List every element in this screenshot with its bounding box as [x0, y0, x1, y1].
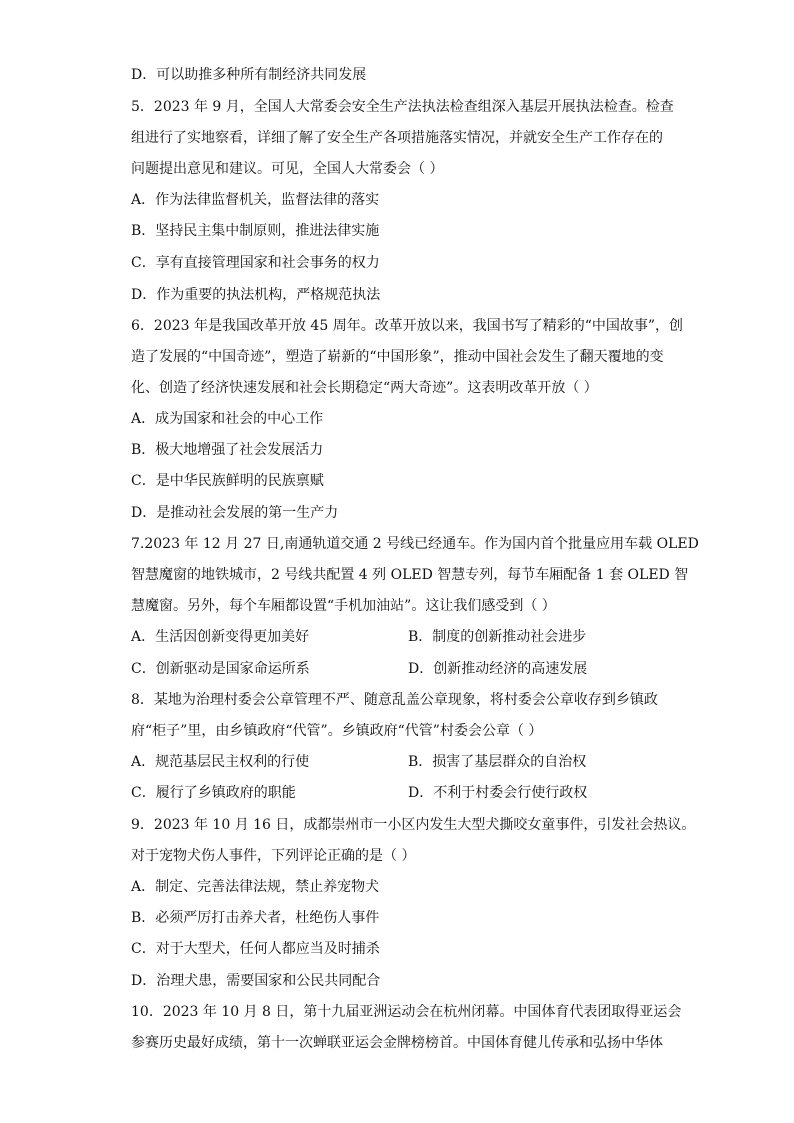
q9-option-b: B．必须严厉打击养犬者，杜绝伤人事件	[131, 910, 380, 926]
q5-option-c: C．享有直接管理国家和社会事务的权力	[131, 255, 380, 271]
q9-option-a: A．制定、完善法律法规，禁止养宠物犬	[131, 879, 380, 895]
q7-option-a: A．生活因创新变得更加美好	[131, 629, 310, 645]
q7-stem-line-3: 慧魔窗。另外，每个车厢都设置“手机加油站”。这让我们感受到（ ）	[131, 598, 556, 614]
q6-stem-line-1: 6．2023 年是我国改革开放 45 周年。改革开放以来，我国书写了精彩的“中国故事”，创	[131, 318, 684, 334]
q9-option-d: D．治理犬患，需要国家和公民共同配合	[131, 973, 381, 989]
q6-stem-line-3: 化、创造了经济快速发展和社会长期稳定“两大奇迹”。这表明改革开放（ ）	[131, 380, 598, 396]
q8-option-d: D．不利于村委会行使行政权	[408, 785, 588, 801]
q9-option-c: C．对于大型犬，任何人都应当及时捕杀	[131, 941, 380, 957]
q7-option-b: B．制度的创新推动社会进步	[408, 629, 587, 645]
q8-option-c: C．履行了乡镇政府的职能	[131, 785, 296, 801]
q7-option-d: D．创新推动经济的高速发展	[408, 661, 588, 677]
q8-option-b: B．损害了基层群众的自治权	[408, 754, 587, 770]
q8-stem-line-1: 8．某地为治理村委会公章管理不严、随意乱盖公章现象，将村委会公章收存到乡镇政	[131, 692, 658, 708]
q5-option-a: A．作为法律监督机关，监督法律的落实	[131, 192, 380, 208]
q5-stem-line-1: 5．2023 年 9 月，全国人大常委会安全生产法执法检查组深入基层开展执法检查。检查	[131, 99, 674, 115]
q6-option-c: C．是中华民族鲜明的民族禀赋	[131, 473, 324, 489]
q8-stem-line-2: 府“柜子”里，由乡镇政府“代管”。乡镇政府“代管”村委会公章（ ）	[131, 723, 543, 739]
q7-option-c: C．创新驱动是国家命运所系	[131, 661, 310, 677]
q5-stem-line-3: 问题提出意见和建议。可见，全国人大常委会（ ）	[131, 161, 444, 177]
q9-stem-line-1: 9．2023 年 10 月 16 日，成都崇州市一小区内发生大型犬撕咬女童事件，引发社会热议。	[131, 817, 696, 833]
q4-option-d: D．可以助推多种所有制经济共同发展	[131, 67, 367, 83]
q5-option-b: B．坚持民主集中制原则，推进法律实施	[131, 223, 380, 239]
q8-option-a: A．规范基层民主权利的行使	[131, 754, 310, 770]
q7-stem-line-1: 7.2023 年 12 月 27 日,南通轨道交通 2 号线已经通车。作为国内首个批量应用车载 OLED	[131, 536, 699, 552]
q6-option-b: B．极大地增强了社会发展活力	[131, 442, 324, 458]
q6-option-a: A．成为国家和社会的中心工作	[131, 411, 324, 427]
q7-stem-line-2: 智慧魔窗的地铁城市，2 号线共配置 4 列 OLED 智慧专列，每节车厢配备 1 套 OLED 智	[131, 567, 689, 583]
q6-option-d: D．是推动社会发展的第一生产力	[131, 505, 339, 521]
q5-option-d: D．作为重要的执法机构，严格规范执法	[131, 287, 381, 303]
q10-stem-line-1: 10．2023 年 10 月 8 日，第十九届亚洲运动会在杭州闭幕。中国体育代表团取得亚运会	[131, 1004, 682, 1020]
q6-stem-line-2: 造了发展的“中国奇迹”，塑造了崭新的“中国形象”，推动中国社会发生了翻天覆地的变	[131, 349, 664, 365]
q9-stem-line-2: 对于宠物犬伤人事件，下列评论正确的是（ ）	[131, 848, 416, 864]
q5-stem-line-2: 组进行了实地察看，详细了解了安全生产各项措施落实情况，并就安全生产工作存在的	[131, 130, 663, 146]
q10-stem-line-2: 参赛历史最好成绩，第十一次蝉联亚运会金牌榜榜首。中国体育健儿传承和弘扬中华体	[131, 1035, 663, 1051]
